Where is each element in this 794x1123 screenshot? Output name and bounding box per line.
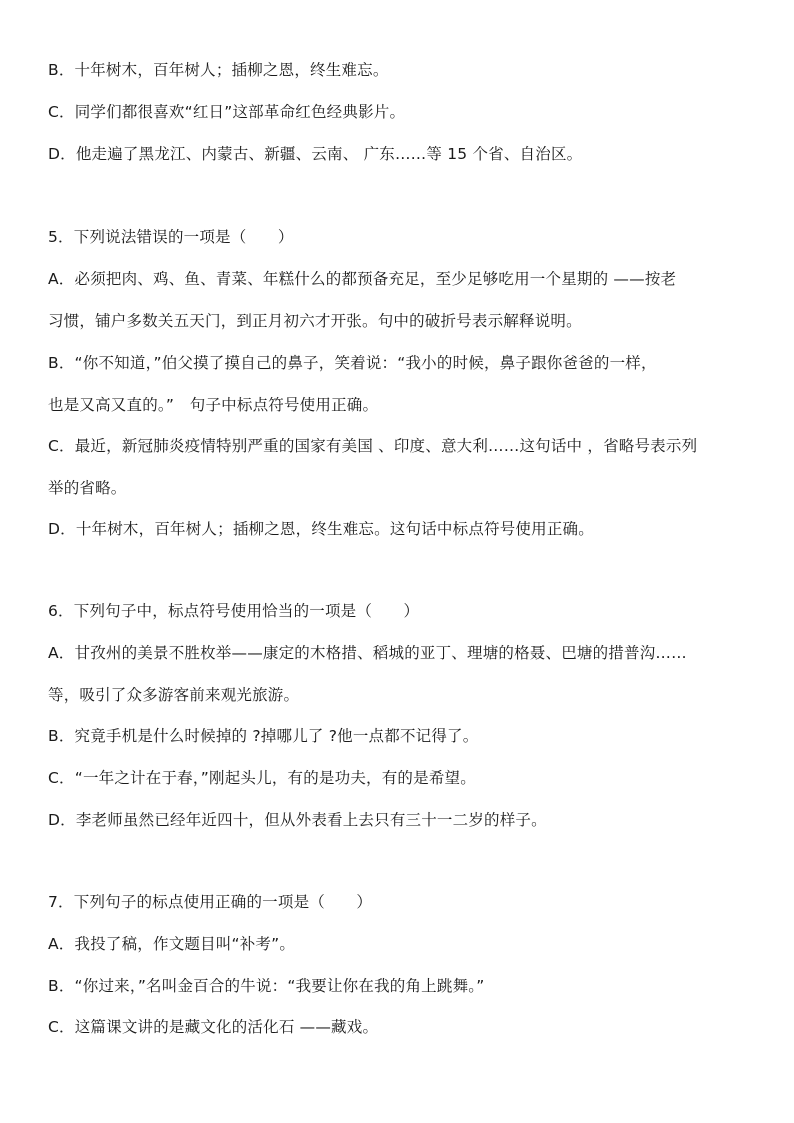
q4-option-c: C．同学们都很喜欢“红日”这部革命红色经典影片。 <box>48 103 406 121</box>
q7-stem: 7．下列句子的标点使用正确的一项是（ ） <box>48 893 373 911</box>
q5-option-d: D．十年树木，百年树人；插柳之恩，终生难忘。这句话中标点符号使用正确。 <box>48 520 594 538</box>
q6-option-b: B．究竟手机是什么时候掉的 ?掉哪儿了 ?他一点都不记得了。 <box>48 727 479 745</box>
q6-option-c: C．“一年之计在于春，”刚起头儿，有的是功夫，有的是希望。 <box>48 769 476 787</box>
q7-option-c: C．这篇课文讲的是藏文化的活化石 ——藏戏。 <box>48 1018 379 1036</box>
q5-option-b-line1: B．“你不知道，”伯父摸了摸自己的鼻子，笑着说：“我小的时候，鼻子跟你爸爸的一样， <box>48 354 657 372</box>
q6-stem: 6．下列句子中，标点符号使用恰当的一项是（ ） <box>48 602 420 620</box>
q6-option-a-line1: A．甘孜州的美景不胜枚举——康定的木格措、稻城的亚丁、理塘的格聂、巴塘的措普沟…… <box>48 644 687 662</box>
q6-option-d: D．李老师虽然已经年近四十，但从外表看上去只有三十一二岁的样子。 <box>48 811 547 829</box>
q6-option-a-line2: 等，吸引了众多游客前来观光旅游。 <box>48 686 300 704</box>
q5-option-a-line2: 习惯，铺户多数关五天门，到正月初六才开张。句中的破折号表示解释说明。 <box>48 312 582 330</box>
q5-stem: 5．下列说法错误的一项是（ ） <box>48 228 294 246</box>
q7-option-a: A．我投了稿，作文题目叫“补考”。 <box>48 935 296 953</box>
q5-option-c-line2: 举的省略。 <box>48 479 127 497</box>
q5-option-c-line1: C．最近，新冠肺炎疫情特别严重的国家有美国 、印度、意大利……这句话中 ，省略号表示列 <box>48 437 698 455</box>
q5-option-b-line2: 也是又高又直的。” 句子中标点符号使用正确。 <box>48 396 379 414</box>
q4-option-b: B．十年树木，百年树人；插柳之恩，终生难忘。 <box>48 61 389 79</box>
q5-option-a-line1: A．必须把肉、鸡、鱼、青菜、年糕什么的都预备充足，至少足够吃用一个星期的 ——按老 <box>48 270 677 288</box>
q7-option-b: B．“你过来，”名叫金百合的牛说：“我要让你在我的角上跳舞。” <box>48 977 485 995</box>
q4-option-d: D．他走遍了黑龙江、内蒙古、新疆、云南、 广东……等 15 个省、自治区。 <box>48 145 583 163</box>
